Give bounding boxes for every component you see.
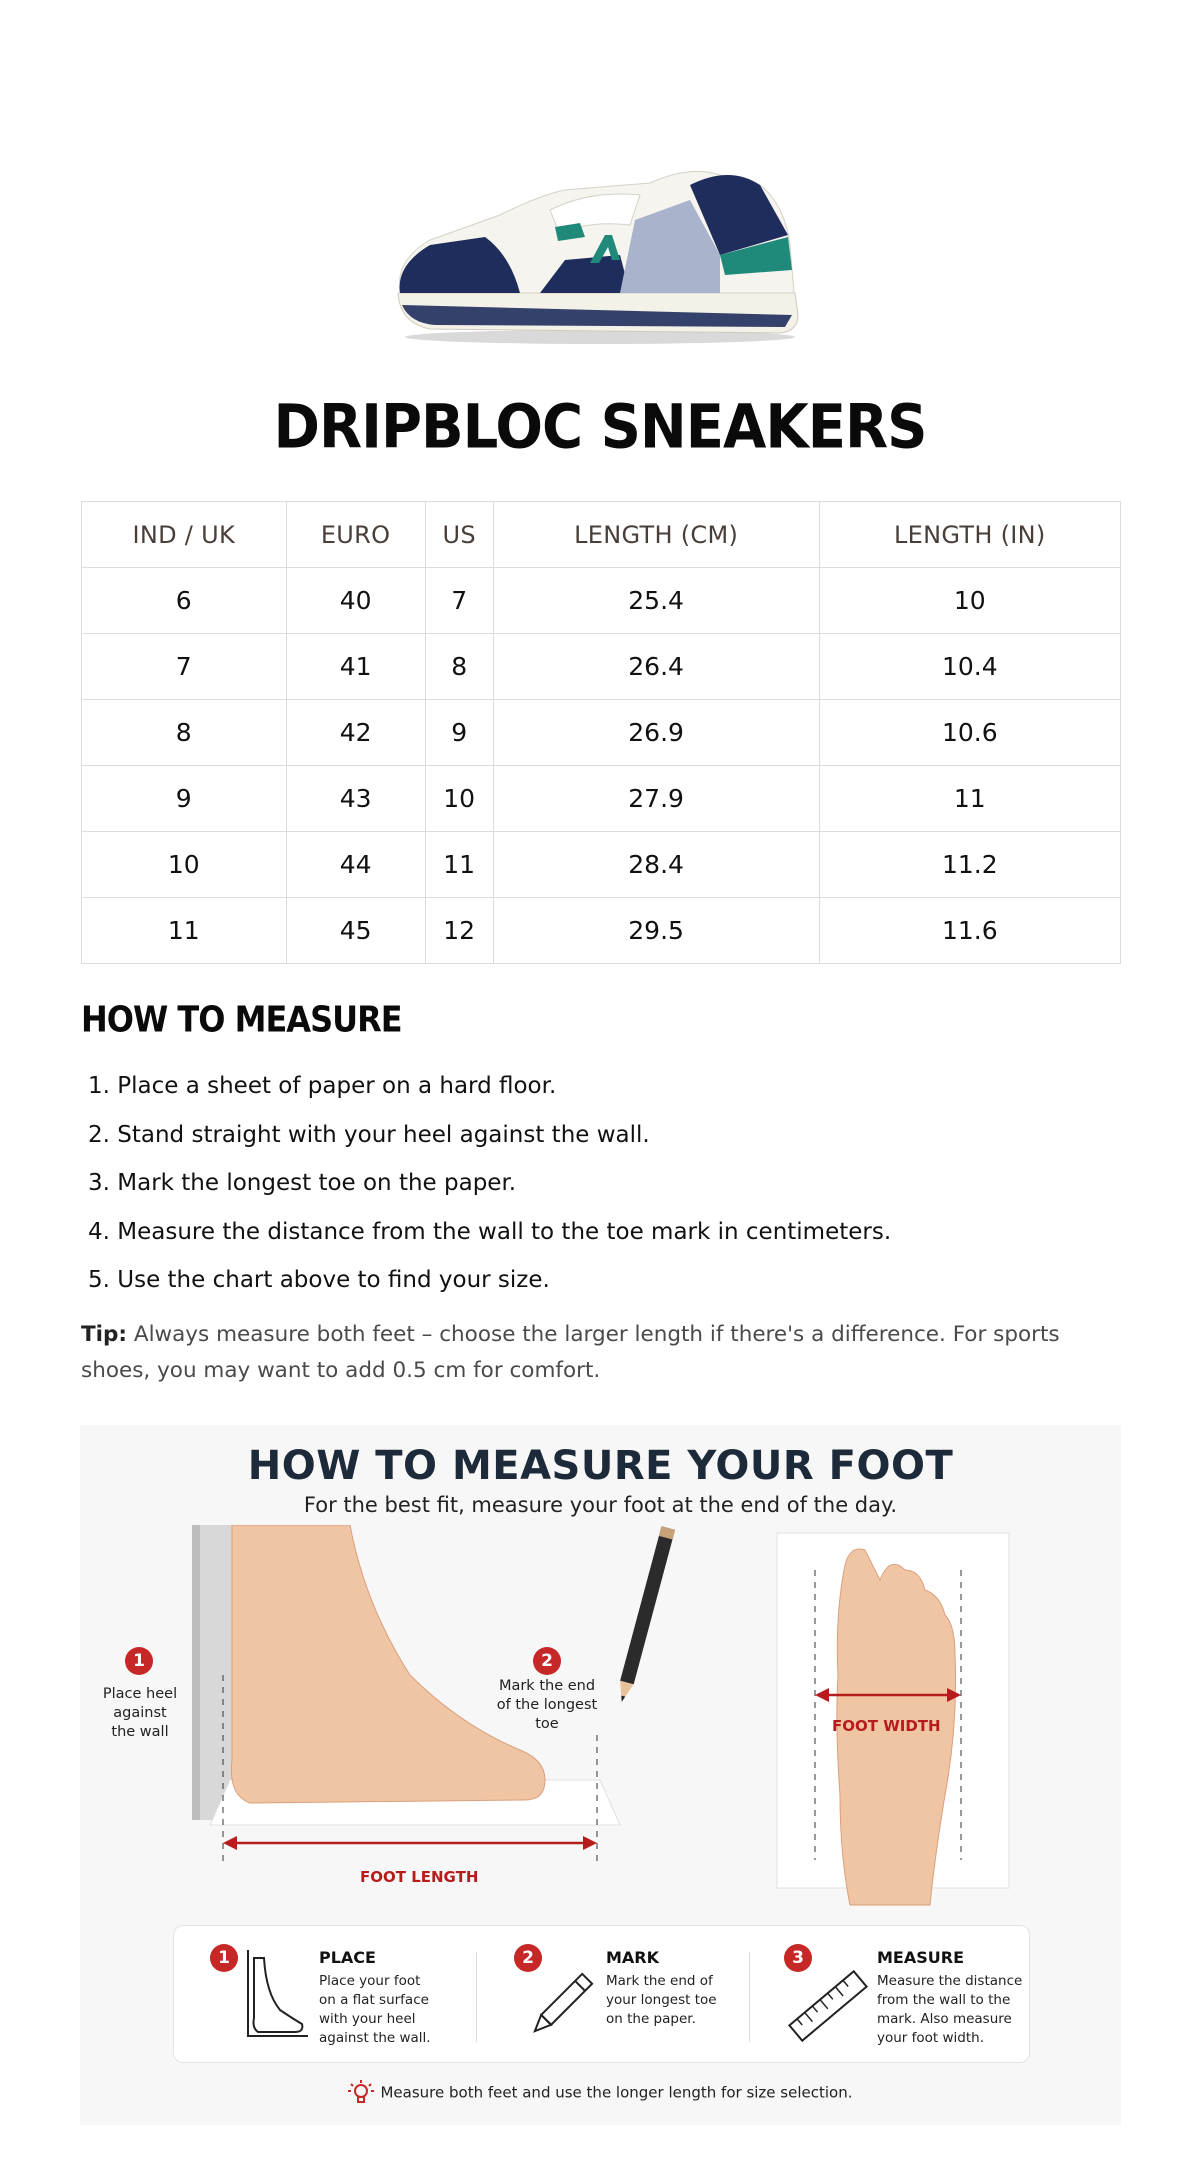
step-1-heading: PLACE bbox=[319, 1948, 376, 1967]
step-badge-1: 1 bbox=[210, 1944, 238, 1972]
table-cell: 11 bbox=[425, 832, 493, 898]
pencil-icon bbox=[524, 1968, 599, 2043]
table-cell: 11 bbox=[819, 766, 1120, 832]
table-row bbox=[82, 634, 1121, 700]
step-line: on a flat surface bbox=[319, 1992, 429, 2008]
how-to-measure-heading: HOW TO MEASURE bbox=[81, 997, 402, 1041]
step-line: on the paper. bbox=[606, 2011, 696, 2027]
measure-infographic bbox=[80, 1425, 1121, 2125]
foot-width-label: FOOT WIDTH bbox=[832, 1717, 941, 1735]
list-item: 1. Place a sheet of paper on a hard floor. bbox=[88, 1073, 557, 1099]
table-row bbox=[82, 700, 1121, 766]
size-chart-table bbox=[81, 501, 1121, 964]
callout-1-text bbox=[90, 1685, 190, 1742]
table-cell: 28.4 bbox=[493, 832, 819, 898]
lightbulb-icon bbox=[348, 2080, 374, 2106]
callout-line: toe bbox=[535, 1716, 559, 1732]
table-cell: 43 bbox=[286, 766, 425, 832]
table-cell: 10 bbox=[82, 832, 287, 898]
table-cell: 6 bbox=[82, 568, 287, 634]
list-item: 5. Use the chart above to find your size. bbox=[88, 1267, 550, 1293]
table-cell: 11.2 bbox=[819, 832, 1120, 898]
step-line: from the wall to the bbox=[877, 1992, 1011, 2008]
infographic-title: HOW TO MEASURE YOUR FOOT bbox=[247, 1443, 954, 1489]
step-line: Measure the distance bbox=[877, 1973, 1023, 1989]
steps-summary-box bbox=[173, 1925, 1030, 2063]
list-item: 4. Measure the distance from the wall to the toe mark in centimeters. bbox=[88, 1218, 892, 1245]
foot-length-label: FOOT LENGTH bbox=[360, 1868, 479, 1886]
column-header-length-in: LENGTH (IN) bbox=[819, 502, 1120, 568]
table-cell: 26.4 bbox=[493, 634, 819, 700]
step-1-text bbox=[319, 1972, 431, 2048]
table-cell: 42 bbox=[286, 700, 425, 766]
step-2-heading: MARK bbox=[606, 1948, 660, 1967]
table-row bbox=[82, 898, 1121, 964]
measure-steps-list bbox=[88, 1062, 891, 1305]
divider bbox=[749, 1952, 750, 2042]
footer-note-text: Measure both feet and use the longer length for size selection. bbox=[380, 2083, 853, 2102]
table-cell: 41 bbox=[286, 634, 425, 700]
callout-line: the wall bbox=[111, 1724, 169, 1740]
callout-2-text bbox=[485, 1677, 609, 1734]
column-header-euro: EURO bbox=[286, 502, 425, 568]
table-cell: 10 bbox=[425, 766, 493, 832]
tip-text: Always measure both feet – choose the larger length if there's a difference. For sports shoes, you may want to add 0.5 cm for comfort. bbox=[81, 1322, 1060, 1383]
step-line: Mark the end of bbox=[606, 1973, 713, 1989]
column-header-us: US bbox=[425, 502, 493, 568]
step-line: your foot width. bbox=[877, 2030, 985, 2046]
table-cell: 10.6 bbox=[819, 700, 1120, 766]
step-line: with your heel bbox=[319, 2011, 416, 2027]
list-item: 3. Mark the longest toe on the paper. bbox=[88, 1170, 517, 1196]
column-header-length-cm: LENGTH (CM) bbox=[493, 502, 819, 568]
table-cell: 8 bbox=[82, 700, 287, 766]
table-cell: 25.4 bbox=[493, 568, 819, 634]
step-line: against the wall. bbox=[319, 2030, 431, 2046]
step-line: mark. Also measure bbox=[877, 2011, 1012, 2027]
table-cell: 11.6 bbox=[819, 898, 1120, 964]
step-badge-3: 3 bbox=[784, 1944, 812, 1972]
foot-side-shape bbox=[231, 1525, 545, 1803]
table-cell: 9 bbox=[425, 700, 493, 766]
table-cell: 7 bbox=[82, 634, 287, 700]
table-cell: 8 bbox=[425, 634, 493, 700]
table-header-row bbox=[82, 502, 1121, 568]
callout-line: Mark the end bbox=[498, 1678, 596, 1694]
column-header-ind-uk: IND / UK bbox=[82, 502, 287, 568]
table-cell: 9 bbox=[82, 766, 287, 832]
table-cell: 29.5 bbox=[493, 898, 819, 964]
product-image bbox=[390, 165, 810, 350]
table-cell: 11 bbox=[82, 898, 287, 964]
table-cell: 45 bbox=[286, 898, 425, 964]
table-cell: 10.4 bbox=[819, 634, 1120, 700]
pencil-icon bbox=[615, 1526, 675, 1703]
table-cell: 44 bbox=[286, 832, 425, 898]
callout-line: of the longest bbox=[496, 1697, 598, 1713]
table-cell: 40 bbox=[286, 568, 425, 634]
table-row bbox=[82, 832, 1121, 898]
step-2-text bbox=[606, 1972, 717, 2029]
callout-line: against bbox=[113, 1705, 167, 1721]
footer-note bbox=[80, 2080, 1121, 2106]
sneaker-illustration bbox=[390, 165, 810, 350]
callout-badge-2: 2 bbox=[533, 1647, 561, 1675]
step-3-heading: MEASURE bbox=[877, 1948, 964, 1967]
callout-line: Place heel bbox=[102, 1686, 178, 1702]
ruler-icon bbox=[786, 1964, 871, 2049]
step-3-text bbox=[877, 1972, 1022, 2048]
foot-outline-icon bbox=[240, 1948, 310, 2038]
tip-label: Tip: bbox=[81, 1322, 128, 1347]
callout-badge-1: 1 bbox=[125, 1647, 153, 1675]
tip-paragraph bbox=[81, 1317, 1081, 1389]
step-line: Place your foot bbox=[319, 1973, 421, 1989]
infographic-subtitle: For the best fit, measure your foot at the end of the day. bbox=[303, 1493, 898, 1517]
step-line: your longest toe bbox=[606, 1992, 717, 2008]
table-cell: 26.9 bbox=[493, 700, 819, 766]
product-title: DRIPBLOC SNEAKERS bbox=[273, 392, 927, 463]
table-cell: 27.9 bbox=[493, 766, 819, 832]
divider bbox=[476, 1952, 477, 2042]
table-cell: 12 bbox=[425, 898, 493, 964]
table-cell: 7 bbox=[425, 568, 493, 634]
table-cell: 10 bbox=[819, 568, 1120, 634]
step-badge-2: 2 bbox=[514, 1944, 542, 1972]
table-row bbox=[82, 568, 1121, 634]
table-row bbox=[82, 766, 1121, 832]
list-item: 2. Stand straight with your heel against the wall. bbox=[88, 1121, 650, 1148]
